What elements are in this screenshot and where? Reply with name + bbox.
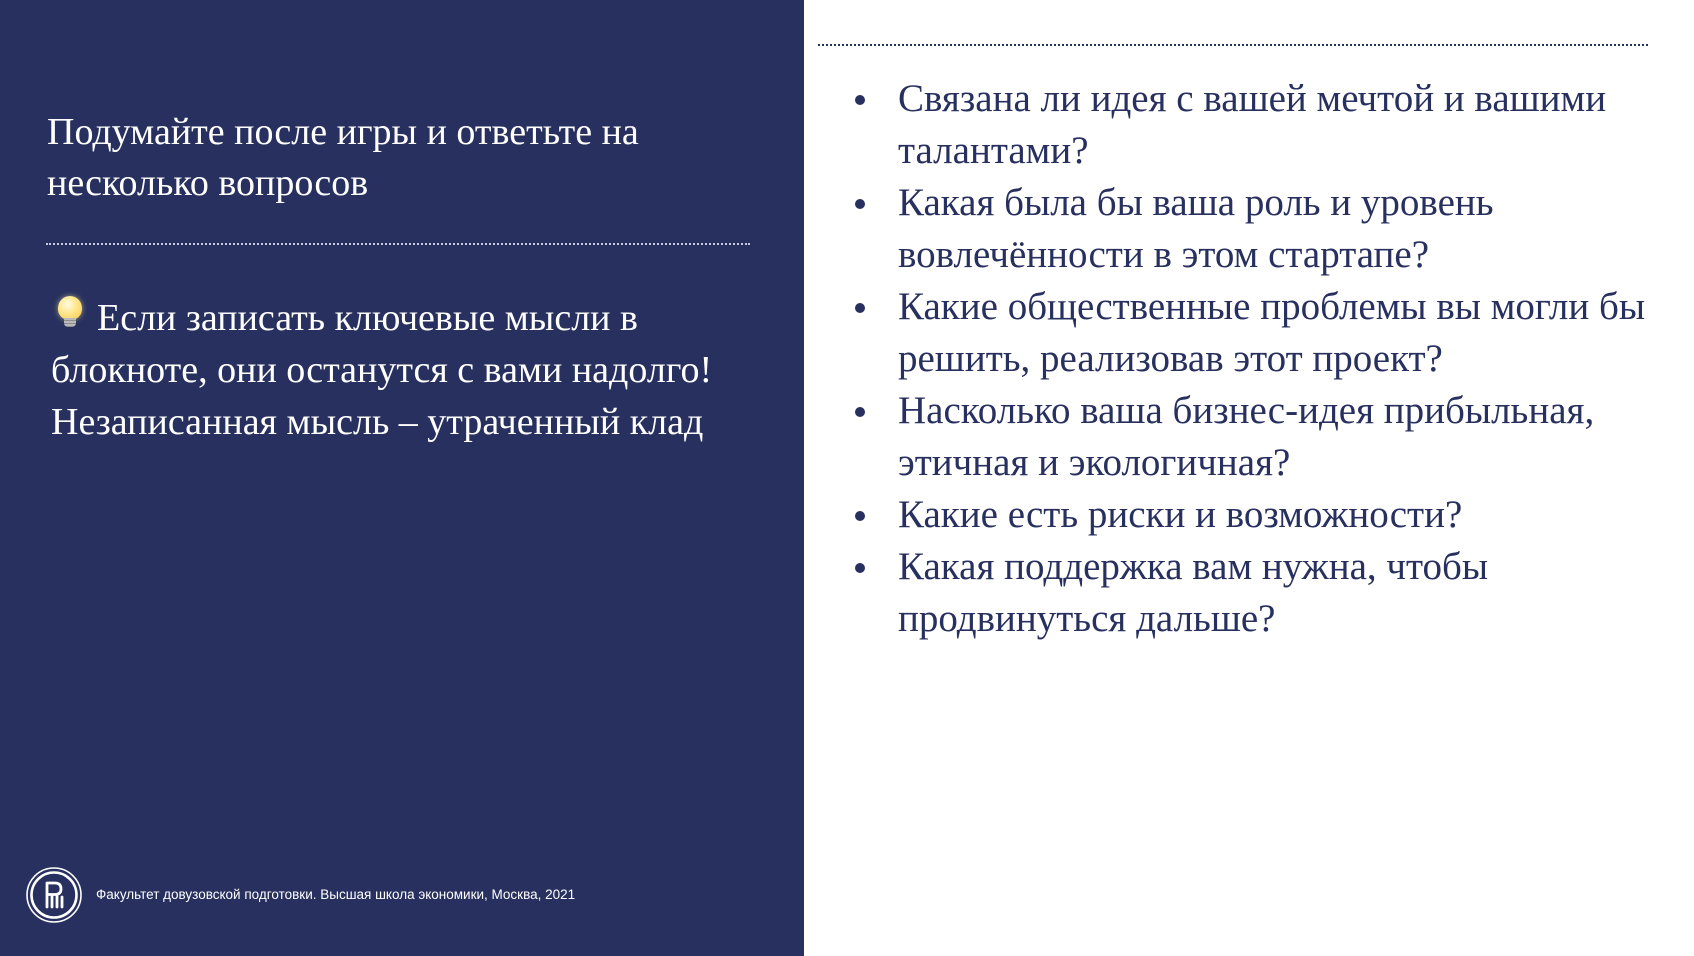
right-panel bbox=[804, 0, 1694, 956]
top-divider bbox=[818, 44, 1648, 46]
question-text: Насколько ваша бизнес-идея прибыльная, этичная и экологичная? bbox=[898, 389, 1595, 484]
bullet-icon bbox=[855, 95, 865, 105]
bullet-icon bbox=[855, 199, 865, 209]
tip-block bbox=[51, 292, 751, 448]
bullet-icon bbox=[855, 563, 865, 573]
question-list bbox=[804, 73, 1684, 645]
list-item bbox=[804, 541, 1684, 645]
question-text: Какая поддержка вам нужна, чтобы продвинуться дальше? bbox=[898, 545, 1489, 640]
bullet-icon bbox=[855, 303, 865, 313]
list-item bbox=[804, 281, 1684, 385]
question-text: Какая была бы ваша роль и уровень вовлечённости в этом стартапе? bbox=[898, 181, 1494, 276]
bullet-icon bbox=[855, 407, 865, 417]
list-item bbox=[804, 177, 1684, 281]
footer bbox=[25, 866, 616, 924]
question-text: Связана ли идея с вашей мечтой и вашими талантами? bbox=[898, 77, 1607, 172]
hse-logo-icon bbox=[25, 866, 83, 924]
question-text: Какие общественные проблемы вы могли бы решить, реализовав этот проект? bbox=[898, 285, 1646, 380]
footer-text: Факультет довузовской подготовки. Высшая школа экономики, Москва, 2021 bbox=[96, 887, 576, 902]
question-text: Какие есть риски и возможности? bbox=[898, 493, 1463, 536]
tip-text: Если записать ключевые мысли в блокноте, они останутся с вами надолго! Незаписанная мысль – утраченный клад bbox=[51, 297, 713, 443]
bullet-icon bbox=[855, 511, 865, 521]
list-item bbox=[804, 73, 1684, 177]
list-item bbox=[804, 385, 1684, 489]
title-divider bbox=[46, 243, 750, 245]
light-bulb-icon bbox=[57, 296, 83, 332]
list-item bbox=[804, 489, 1684, 541]
slide-title: Подумайте после игры и ответьте на несколько вопросов bbox=[47, 111, 639, 204]
left-panel bbox=[0, 0, 804, 956]
